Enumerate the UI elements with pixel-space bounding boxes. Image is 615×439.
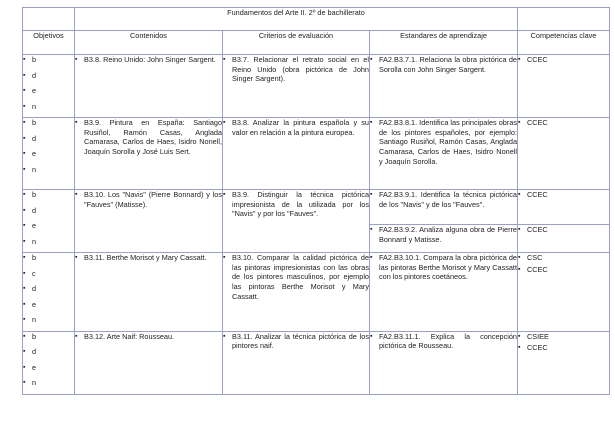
objetivo-item [23,269,74,285]
criterio-cell [223,190,370,253]
criterio-text: B3.10. Comparar la calidad pictórica de las pintoras impresionistas con las obras de los pintores masculinos, por ejemplo las pintoras Berthe Morisot y Mary Cassatt. [232,253,369,301]
estandar-text: FA2.B3.9.1. Identifica la técnica pictórica de los "Navis" y de los "Fauves". [379,190,517,209]
competencias-cell [518,225,610,253]
criterio [223,190,369,219]
estandar [370,190,517,209]
bullet-icon: ▪ [518,56,521,63]
bullet-icon: ▪ [23,206,26,214]
objetivo-item [23,190,74,206]
bullet-icon: ▪ [75,254,78,261]
table-row [23,253,610,332]
bullet-icon: ▪ [23,363,26,371]
objetivos-cell [23,331,75,394]
bullet-icon: ▪ [223,191,226,198]
bullet-icon: ▪ [23,316,26,323]
bullet-icon: ▪ [370,254,373,261]
competencia-text: CCEC [527,55,548,64]
estandar-cell [370,253,518,332]
header-criterios: Criterios de evaluación [223,31,370,55]
objetivos-cell [23,253,75,332]
objetivo-label: n [32,236,37,246]
table-row [23,55,610,118]
bullet-icon: ▪ [518,191,521,198]
objetivo-item [23,237,74,253]
objetivo-label: d [32,133,37,143]
criterio [223,253,369,302]
bullet-icon: ▪ [518,226,521,234]
objetivo-item [23,165,74,181]
objetivo-label: n [32,101,37,111]
estandar [370,225,517,244]
objetivo-label: b [32,331,37,341]
criterio [223,118,369,137]
estandar-text: FA2.B3.9.2. Analiza alguna obra de Pierre Bonnard y Matisse. [379,225,517,245]
contenido-cell [75,253,223,332]
objetivo-label: e [32,362,37,372]
bullet-icon: ▪ [23,332,26,340]
objetivo-label: b [32,55,37,64]
estandar-text: FA2.B3.8.1. Identifica las principales obras de los pintores españoles, por ejemplo: Santiago Rusiñol, Ramón Casas, Anglada Camarasa, Carlos de Haes, Isidro Nonell y Joaquín Sorolla. [379,118,517,166]
objetivo-item [23,134,74,150]
estandar-text: FA2.B3.10.1. Compara la obra pictórica de las pintoras Berthe Morisot y Mary Cassatt con los pintores coetáneos. [379,253,517,282]
objetivo-label: c [32,268,36,278]
competencia [518,118,609,128]
objetivo-item [23,363,74,379]
estandar-cell [370,225,518,253]
objetivo-item [23,347,74,363]
objetivo-label: e [32,221,37,230]
table-title: Fundamentos del Arte II. 2º de bachillerato [75,8,518,31]
contenido-cell [75,331,223,394]
bullet-icon: ▪ [23,71,26,79]
competencia-text: CSIEE [527,331,549,341]
contenido [75,190,222,209]
estandar-cell [370,118,518,190]
bullet-icon: ▪ [518,332,521,340]
header-empty-right [518,8,610,31]
objetivo-item [23,253,74,269]
criterio [223,55,369,84]
criterio-text: B3.7. Relacionar el retrato social en el Reino Unido (obra pictórica de John Singer Sargent). [232,55,369,84]
table-body [23,55,610,395]
bullet-icon: ▪ [23,56,26,63]
bullet-icon: ▪ [23,150,26,157]
objetivos-cell [23,55,75,118]
competencias-cell [518,331,610,394]
bullet-icon: ▪ [23,119,26,126]
contenido-text: B3.12. Arte Naif: Rousseau. [84,331,175,341]
objetivo-item [23,149,74,165]
header-contenidos: Contenidos [75,31,223,55]
bullet-icon: ▪ [75,332,78,340]
bullet-icon: ▪ [370,191,373,198]
bullet-icon: ▪ [23,348,26,355]
competencia [518,253,609,263]
bullet-icon: ▪ [518,119,521,126]
objetivo-item [23,332,74,348]
bullet-icon: ▪ [23,237,26,245]
criterio-cell [223,253,370,332]
bullet-icon: ▪ [23,379,26,386]
objetivo-label: n [32,164,37,174]
competencia [518,190,609,200]
criterio-text: B3.8. Analizar la pintura española y su valor en relación a la pintura europea. [232,118,369,137]
bullet-icon: ▪ [223,254,226,261]
objetivo-item [23,221,74,237]
estandar [370,118,517,167]
header-competencias: Competencias clave [518,31,610,55]
estandar-text: FA2.B3.7.1. Relaciona la obra pictórica de Sorolla con John Singer Sargent. [379,55,517,74]
objetivos-cell [23,118,75,190]
competencia [518,265,609,275]
bullet-icon: ▪ [75,119,78,126]
estandar-cell [370,55,518,118]
estandar [370,253,517,282]
objetivo-label: e [32,299,37,309]
objetivo-label: d [32,205,37,215]
bullet-icon: ▪ [370,332,373,340]
competencias-cell [518,190,610,225]
objetivo-label: e [32,149,37,158]
criterio-cell [223,331,370,394]
bullet-icon: ▪ [23,254,26,261]
bullet-icon: ▪ [23,300,26,308]
table-row [23,190,610,225]
bullet-icon: ▪ [370,119,373,126]
competencia-text: CCEC [527,225,548,235]
bullet-icon: ▪ [23,165,26,173]
competencia-text: CSC [527,253,543,262]
objetivo-item [23,71,74,87]
header-estandares: Estandares de aprendizaje [370,31,518,55]
competencia-text: CCEC [527,343,548,353]
estandar-cell [370,331,518,394]
bullet-icon: ▪ [518,344,521,352]
estandar-text: FA2.B3.11.1. Explica la concepción pictórica de Rousseau. [379,331,517,351]
competencia-text: CCEC [527,190,548,199]
bullet-icon: ▪ [23,269,26,277]
criterio [223,332,369,351]
criterio-text: B3.11. Analizar la técnica pictórica de los pintores naif. [232,331,369,351]
contenido [75,55,222,65]
objetivo-item [23,284,74,300]
objetivo-item [23,102,74,118]
objetivo-label: d [32,284,37,293]
criterio-cell [223,55,370,118]
bullet-icon: ▪ [23,285,26,292]
bullet-icon: ▪ [518,254,521,261]
contenido-cell [75,118,223,190]
contenido [75,118,222,157]
bullet-icon: ▪ [518,265,521,273]
estandar [370,55,517,74]
bullet-icon: ▪ [223,332,226,340]
bullet-icon: ▪ [370,226,373,234]
objetivo-label: d [32,70,37,80]
contenido-cell [75,55,223,118]
objetivo-item [23,206,74,222]
table-row [23,118,610,190]
objetivo-item [23,118,74,134]
bullet-icon: ▪ [23,134,26,142]
objetivo-item [23,378,74,394]
bullet-icon: ▪ [223,119,226,126]
objetivo-label: b [32,190,37,199]
competencia-text: CCEC [527,118,548,127]
bullet-icon: ▪ [23,87,26,94]
criterio-text: B3.9. Distinguir la técnica pictórica impresionista de la utilizada por los "Navis" y por los "Fauves". [232,190,369,219]
bullet-icon: ▪ [23,222,26,229]
contenido-text: B3.10. Los "Navis" (Pierre Bonnard) y los "Fauves" (Matisse). [84,190,222,209]
bullet-icon: ▪ [370,56,373,63]
objetivo-item [23,315,74,331]
estandar-cell [370,190,518,225]
criterio-cell [223,118,370,190]
objetivo-label: b [32,118,37,127]
contenido-text: B3.8. Reino Unido: John Singer Sargent. [84,55,216,64]
objetivo-label: n [32,378,37,387]
competencia [518,343,609,353]
curriculum-table [22,7,610,395]
objetivos-cell [23,190,75,253]
bullet-icon: ▪ [23,191,26,198]
competencias-cell [518,253,610,332]
header-empty-left [23,8,75,31]
table-row [23,331,610,394]
competencia-text: CCEC [527,264,548,274]
objetivo-label: b [32,253,37,262]
objetivo-label: d [32,347,37,356]
objetivo-item [23,86,74,102]
competencias-cell [518,118,610,190]
bullet-icon: ▪ [75,191,78,198]
contenido [75,332,222,342]
estandar [370,332,517,351]
competencia [518,55,609,65]
objetivo-label: e [32,86,37,95]
competencia [518,225,609,235]
header-objetivos: Objetivos [23,31,75,55]
objetivo-item [23,300,74,316]
competencias-cell [518,55,610,118]
contenido-text: B3.9. Pintura en España: Santiago Rusiñol, Ramón Casas, Anglada Camarasa, Carlos de Haes, Isidro Nonell, Joaquín Sorolla y José Luis Sert. [84,118,222,157]
contenido-cell [75,190,223,253]
objetivo-item [23,55,74,71]
contenido [75,253,222,263]
bullet-icon: ▪ [23,102,26,110]
bullet-icon: ▪ [75,56,78,63]
competencia [518,332,609,342]
objetivo-label: n [32,315,37,324]
contenido-text: B3.11. Berthe Morisot y Mary Cassatt. [84,253,207,262]
bullet-icon: ▪ [223,56,226,63]
